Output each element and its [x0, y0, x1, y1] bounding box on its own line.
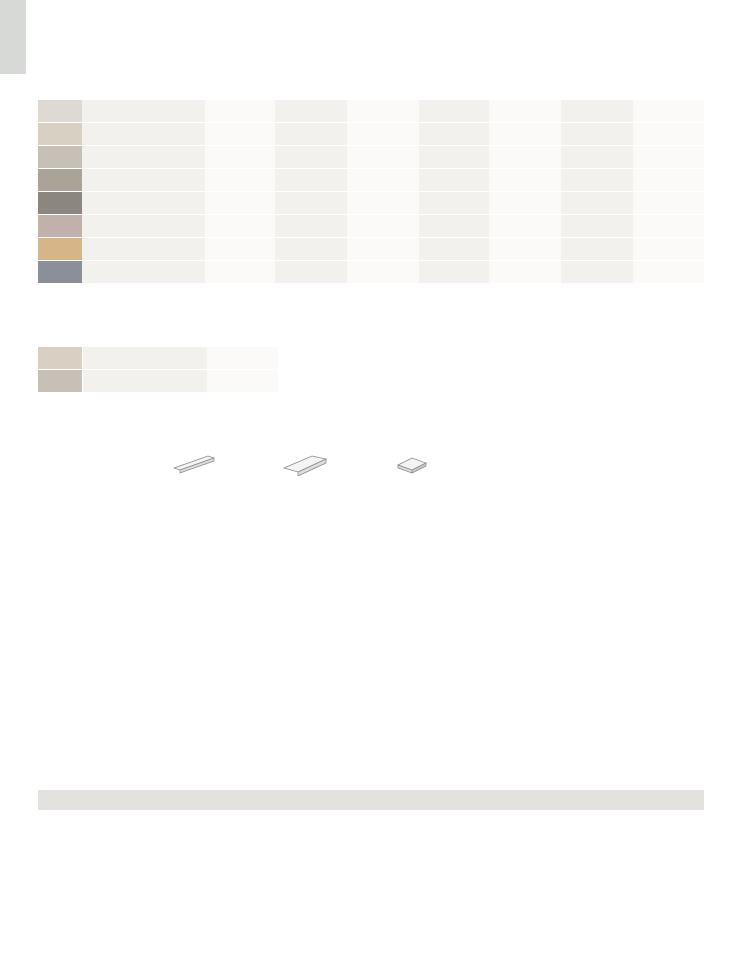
- availability-mark: [489, 238, 561, 261]
- color-row: [38, 146, 704, 169]
- availability-mark: [135, 146, 205, 169]
- availability-mark: [205, 192, 275, 215]
- corner-tab: [0, 0, 26, 74]
- color-row: [38, 370, 278, 393]
- availability-mark: [135, 192, 205, 215]
- color-row: [38, 215, 704, 238]
- availability-mark: [419, 215, 489, 238]
- availability-mark: [633, 169, 704, 192]
- availability-mark: [419, 146, 489, 169]
- swatch-fill: [38, 169, 82, 191]
- swatch-fill: [38, 347, 82, 369]
- color-row: [38, 123, 704, 146]
- availability-mark: [633, 146, 704, 169]
- availability-mark: [347, 169, 419, 192]
- availability-mark: [136, 370, 207, 393]
- availability-mark: [561, 123, 633, 146]
- availability-mark: [205, 123, 275, 146]
- availability-mark: [561, 100, 633, 123]
- availability-mark: [205, 215, 275, 238]
- step-tread-icon: [282, 450, 330, 476]
- color-row: [38, 347, 278, 370]
- availability-mark: [347, 261, 419, 284]
- availability-mark: [489, 123, 561, 146]
- availability-mark: [489, 146, 561, 169]
- availability-mark: [135, 261, 205, 284]
- availability-mark: [135, 169, 205, 192]
- availability-mark: [633, 192, 704, 215]
- color-row: [38, 192, 704, 215]
- color-swatch: [38, 261, 82, 284]
- availability-mark: [419, 238, 489, 261]
- aextra-table: [38, 343, 278, 393]
- color-name: [82, 238, 135, 261]
- availability-mark: [135, 100, 205, 123]
- color-name: [82, 215, 135, 238]
- swatch-fill: [38, 238, 82, 260]
- availability-mark: [561, 238, 633, 261]
- availability-mark: [275, 238, 347, 261]
- swatch-fill: [38, 100, 82, 122]
- swatch-fill: [38, 123, 82, 145]
- color-row: [38, 100, 704, 123]
- swatch-fill: [38, 370, 82, 392]
- availability-mark: [275, 192, 347, 215]
- swatch-fill: [38, 146, 82, 168]
- color-swatch: [38, 169, 82, 192]
- color-swatch: [38, 100, 82, 123]
- color-swatch: [38, 146, 82, 169]
- availability-mark: [347, 192, 419, 215]
- color-swatch: [38, 238, 82, 261]
- availability-mark: [207, 347, 278, 370]
- availability-mark: [419, 123, 489, 146]
- availability-mark: [489, 100, 561, 123]
- color-swatch: [38, 215, 82, 238]
- availability-mark: [275, 215, 347, 238]
- availability-mark: [633, 100, 704, 123]
- availability-mark: [205, 169, 275, 192]
- availability-mark: [419, 100, 489, 123]
- availability-mark: [275, 100, 347, 123]
- color-name: [82, 100, 135, 123]
- availability-mark: [347, 146, 419, 169]
- availability-mark: [419, 192, 489, 215]
- color-name: [82, 169, 135, 192]
- availability-mark: [205, 238, 275, 261]
- availability-mark: [205, 146, 275, 169]
- availability-mark: [633, 261, 704, 284]
- color-name: [82, 123, 135, 146]
- availability-mark: [561, 192, 633, 215]
- availability-mark: [489, 215, 561, 238]
- availability-mark: [205, 100, 275, 123]
- availability-mark: [419, 261, 489, 284]
- availability-mark: [347, 123, 419, 146]
- color-name: [83, 370, 137, 393]
- formats-table: [38, 96, 704, 284]
- color-name: [82, 261, 135, 284]
- availability-mark: [135, 238, 205, 261]
- availability-mark: [347, 100, 419, 123]
- color-name: [82, 192, 135, 215]
- color-swatch: [38, 123, 82, 146]
- color-swatch: [38, 192, 82, 215]
- color-swatch: [38, 370, 83, 393]
- availability-mark: [135, 123, 205, 146]
- availability-mark: [275, 146, 347, 169]
- color-name: [83, 347, 137, 370]
- availability-mark: [419, 169, 489, 192]
- availability-mark: [347, 238, 419, 261]
- availability-mark: [347, 215, 419, 238]
- swatch-fill: [38, 261, 82, 283]
- step-corner-icon: [396, 455, 428, 475]
- availability-mark: [561, 215, 633, 238]
- bullnose-icon: [172, 452, 216, 474]
- availability-mark: [135, 215, 205, 238]
- availability-mark: [136, 347, 207, 370]
- availability-mark: [633, 238, 704, 261]
- availability-mark: [489, 261, 561, 284]
- swatch-fill: [38, 215, 82, 237]
- availability-mark: [561, 261, 633, 284]
- swatch-fill: [38, 192, 82, 214]
- color-swatch: [38, 347, 83, 370]
- finishes-note: [38, 790, 704, 810]
- availability-mark: [489, 169, 561, 192]
- color-row: [38, 238, 704, 261]
- availability-mark: [633, 123, 704, 146]
- availability-mark: [205, 261, 275, 284]
- availability-mark: [275, 261, 347, 284]
- availability-mark: [275, 123, 347, 146]
- availability-mark: [561, 146, 633, 169]
- availability-mark: [275, 169, 347, 192]
- availability-mark: [633, 215, 704, 238]
- availability-mark: [561, 169, 633, 192]
- color-row: [38, 169, 704, 192]
- availability-mark: [207, 370, 278, 393]
- availability-mark: [489, 192, 561, 215]
- color-row: [38, 261, 704, 284]
- color-name: [82, 146, 135, 169]
